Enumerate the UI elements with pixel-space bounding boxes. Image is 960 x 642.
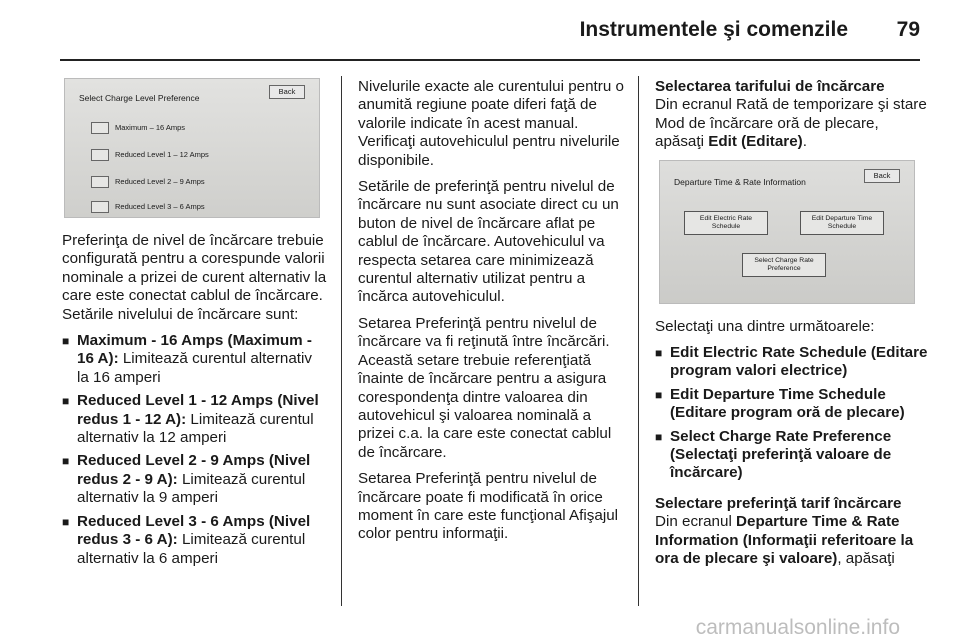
back-button: Back <box>269 85 305 99</box>
column-3 <box>655 78 930 577</box>
back-button: Back <box>864 169 900 183</box>
page-number: 79 <box>896 18 920 41</box>
list-item: ■ Select Charge Rate Preference (Selectaţi preferinţă valoare de încărcare) <box>655 428 930 483</box>
list-item: ■ Edit Electric Rate Schedule (Editare program valori electrice) <box>655 344 930 381</box>
option-level-3: Reduced Level 3 – 6 Amps <box>91 200 205 214</box>
option-level-2: Reduced Level 2 – 9 Amps <box>91 175 205 189</box>
checkbox-icon <box>91 149 109 161</box>
edit-electric-rate-button: Edit Electric Rate Schedule <box>684 211 768 235</box>
select-charge-rate-button: Select Charge Rate Preference <box>742 253 826 277</box>
paragraph: Din ecranul Departure Time & Rate Information (Informaţii referitoare la ora de plecare şi valoare), apăsaţi <box>655 513 914 568</box>
paragraph: Din ecranul Rată de temporizare şi stare Mod de încărcare oră de plecare, apăsaţi Edit (Editare). <box>655 96 927 151</box>
header-divider <box>60 59 920 61</box>
checkbox-icon <box>91 176 109 188</box>
screenshot-title: Select Charge Level Preference <box>79 93 200 103</box>
column-divider-2 <box>638 76 639 606</box>
column-1 <box>62 70 327 573</box>
paragraph: Setările de preferinţă pentru nivelul de încărcare nu sunt asociate direct cu un buton de nivel de încărcare aflat pe cablul de încărcare. Autovehiculul va respecta setarea care minimizează curentul alternativ utilizat pentru a încărca autovehiculul. <box>358 178 619 306</box>
checkbox-icon <box>91 201 109 213</box>
page-title: Instrumentele şi comenzile <box>579 18 848 41</box>
checkbox-icon <box>91 122 109 134</box>
watermark: carmanualsonline.info <box>695 616 900 639</box>
list-item: ■ Reduced Level 2 - 9 Amps (Nivel redus 2 - 9 A): Limitează curentul alternativ la 9 amperi <box>62 452 327 507</box>
list-item: ■ Reduced Level 1 - 12 Amps (Nivel redus 1 - 12 A): Limitează curentul alternativ la 12 amperi <box>62 392 327 447</box>
charge-level-list <box>62 332 327 568</box>
paragraph: Selectaţi una dintre următoarele: <box>655 317 875 335</box>
list-item: ■ Edit Departure Time Schedule (Editare program oră de plecare) <box>655 386 930 423</box>
page-header <box>0 0 960 64</box>
paragraph: Setarea Preferinţă pentru nivelul de încărcare va fi reţinută între încărcări. Această setare trebuie referenţiată înainte de încărcare pentru a asigura corespondenţa dintre valoarea din autovehicul şi valoarea nominală a prizei c.a. la care este conectat cablul de încărcare. <box>358 314 612 461</box>
option-level-1: Reduced Level 1 – 12 Amps <box>91 148 209 162</box>
column-divider-1 <box>341 76 342 606</box>
charge-level-screenshot <box>64 78 320 218</box>
list-item: ■ Reduced Level 3 - 6 Amps (Nivel redus 3 - 6 A): Limitează curentul alternativ la 6 amperi <box>62 513 327 568</box>
section-heading: Selectarea tarifului de încărcare <box>655 78 885 95</box>
option-maximum: Maximum – 16 Amps <box>91 121 185 135</box>
departure-time-screenshot <box>659 160 915 304</box>
edit-departure-time-button: Edit Departure Time Schedule <box>800 211 884 235</box>
screenshot-title: Departure Time & Rate Information <box>674 176 806 187</box>
selection-list <box>655 344 930 483</box>
paragraph: Nivelurile exacte ale curentului pentru o anumită regiune poate diferi faţă de valorile indicate în acest manual. Verificaţi autovehiculul pentru nivelurile disponibile. <box>358 78 624 169</box>
paragraph: Setarea Preferinţă pentru nivelul de încărcare poate fi modificată în orice moment în care este funcţional Afişajul color pentru informaţii. <box>358 470 619 543</box>
section-heading: Selectare preferinţă tarif încărcare <box>655 494 902 512</box>
list-item: ■ Maximum - 16 Amps (Maximum - 16 A): Limitează curentul alternativ la 16 amperi <box>62 332 327 387</box>
intro-paragraph: Preferinţa de nivel de încărcare trebuie configurată pentru a corespunde valorii nominale a prizei de curent alternativ la care este conectat cablul de încărcare. Setările nivelului de încărcare sunt: <box>62 232 327 323</box>
column-2 <box>358 78 628 552</box>
